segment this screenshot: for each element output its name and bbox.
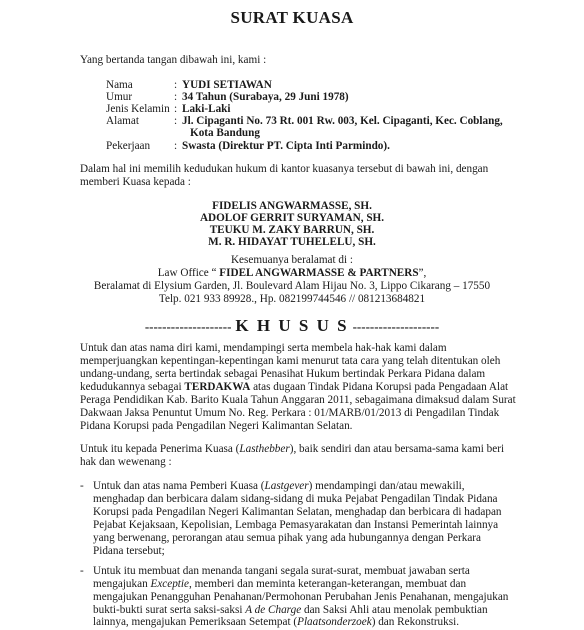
text-run: , memberi dan meminta keterangan-keterangan, membuat dan [189, 578, 467, 590]
paragraph-line [80, 381, 550, 394]
paragraph-line: memperjuangkan kepentingan-kepentingan kami menurut tata cara yang telah ditentukan oleh [80, 355, 501, 367]
text-run: ), baik sendiri dan atau bersama-sama kami beri [289, 443, 505, 455]
identity-label-address: Alamat [106, 115, 139, 127]
text-run: bukti-bukti surat serta saksi-saksi [93, 604, 246, 616]
identity-value-address-city: Kota Bandung [190, 127, 260, 139]
italic-term: Lasthebber [239, 443, 290, 455]
bullet-dash: - [80, 565, 84, 577]
office-phone: Telp. 021 933 89928., Hp. 082199744546 // 081213684821 [158, 293, 426, 305]
identity-label-gender: Jenis Kelamin [106, 103, 170, 115]
intro-text: Yang bertanda tangan dibawah ini, kami : [80, 54, 267, 66]
identity-value-age: 34 Tahun (Surabaya, 29 Juni 1978) [182, 91, 349, 103]
khusus-word: K H U S U S [235, 316, 349, 335]
italic-term: Plaatsonderzoek [297, 616, 372, 628]
italic-term: Exceptie [150, 578, 189, 590]
identity-value-address: Jl. Cipaganti No. 73 Rt. 001 Rw. 003, Kel. Cipaganti, Kec. Coblang, [182, 115, 503, 127]
lawyer-name: M. R. HIDAYAT TUHELELU, SH. [208, 236, 376, 248]
identity-colon: : [174, 140, 178, 152]
khusus-dashes-right: -------------------- [352, 319, 440, 334]
paragraph-line: hak dan wewenang : [80, 456, 172, 468]
italic-term: A de Charge [245, 604, 302, 616]
bullet-line: mengajukan Penangguhan Penahanan/Permohonan Perubahan Jenis Penahanan, mengajukan [93, 591, 509, 603]
lawyer-name: FIDELIS ANGWARMASSE, SH. [212, 200, 372, 212]
identity-label-occupation: Pekerjaan [106, 140, 151, 152]
paragraph-line: Untuk dan atas nama diri kami, mendampingi serta membela hak-hak kami dalam [80, 342, 447, 354]
identity-label-age: Umur [106, 91, 133, 103]
text-run: dan Saksi Ahli atau menolak pembuktian [301, 604, 488, 616]
text-run: ) mendampingi dan/atau mewakili, [308, 480, 465, 492]
identity-colon: : [174, 115, 178, 127]
defendant-term: TERDAKWA [184, 381, 251, 393]
text-run: Untuk dan atas nama Pemberi Kuasa ( [93, 480, 265, 492]
text-run: atas dugaan Tindak Pidana Korupsi pada Pengadaan Alat [250, 381, 509, 393]
lawyer-name: TEUKU M. ZAKY BARRUN, SH. [209, 224, 375, 236]
paragraph-line [80, 443, 550, 456]
khusus-dashes-left: -------------------- [144, 319, 232, 334]
office-prefix: Law Office “ [157, 267, 217, 279]
identity-label-name: Nama [106, 79, 133, 91]
document-title: SURAT KUASA [230, 8, 354, 27]
bullet-line [93, 578, 550, 591]
paragraph-line: undang-undang, serta bertindak sebagai Penasihat Hukum bertindak Perkara Pidana dalam [80, 368, 486, 380]
bullet-line: Korupsi pada Pengadilan Negeri Kalimantan Selatan, menghadap dan berbicara di hadapan [93, 506, 502, 518]
bullet-dash: - [80, 480, 84, 492]
office-intro: Kesemuanya beralamat di : [230, 254, 354, 266]
office-address: Beralamat di Elysium Garden, Jl. Boulevard Alam Hijau No. 3, Lippo Cikarang – 17550 [93, 280, 491, 292]
text-run: mengajukan [93, 578, 151, 590]
text-run: Untuk itu kepada Penerima Kuasa ( [80, 443, 240, 455]
identity-colon: : [174, 79, 178, 91]
bullet-line [93, 616, 550, 629]
bullet-line: Pejabat Kejaksaan, Kepolisian, Lembaga Pemasyarakatan dan Instansi Pemerintah lainnya [93, 519, 499, 531]
text-run: lainnya, mengajukan Pemeriksaan Setempat ( [93, 616, 298, 628]
position-text-line1: Dalam hal ini memilih kedudukan hukum di kantor kuasanya tersebut di bawah ini, dengan [80, 163, 489, 175]
identity-value-name: YUDI SETIAWAN [182, 79, 272, 91]
identity-value-occupation: Swasta (Direktur PT. Cipta Inti Parmindo). [182, 140, 390, 152]
italic-term: Lastgever [264, 480, 309, 492]
paragraph-line: Pidana Korupsi pada Pengadilan Negeri Kalimantan Selatan. [80, 420, 353, 432]
bullet-line [93, 480, 550, 493]
office-name-line [0, 267, 584, 280]
office-suffix: ”, [418, 267, 427, 279]
paragraph-line: Dakwaan Jaksa Penuntut Umum No. Reg. Perkara : 01/MARB/01/2013 di Pengadilan Tindak [80, 407, 500, 419]
text-run: kedudukannya sebagai [80, 381, 185, 393]
bullet-line: yang berwenang, perorangan atau semua pihak yang ada hubungannya dengan Perkara [93, 532, 481, 544]
lawyer-name: ADOLOF GERRIT SURYAMAN, SH. [199, 212, 385, 224]
bullet-line: menghadap dan berbicara dalam sidang-sidang di muka Pejabat Pengadilan Tindak Pidana [93, 493, 498, 505]
text-run: ) dan Rekonstruksi. [371, 616, 460, 628]
identity-value-gender: Laki-Laki [182, 103, 231, 115]
bullet-line: Untuk itu membuat dan menanda tangani segala surat-surat, membuat jawaban serta [93, 565, 470, 577]
khusus-heading [0, 316, 584, 336]
identity-colon: : [174, 103, 178, 115]
identity-colon: : [174, 91, 178, 103]
paragraph-line: Peraga Pendidikan Kab. Barito Kuala Tahun Anggaran 2011, sebagaimana dimaksud dalam Surat [80, 394, 516, 406]
office-firm-name: FIDEL ANGWARMASSE & PARTNERS [216, 267, 419, 279]
position-text-line2: memberi Kuasa kepada : [80, 176, 191, 188]
bullet-line: Pidana tersebut; [93, 545, 165, 557]
